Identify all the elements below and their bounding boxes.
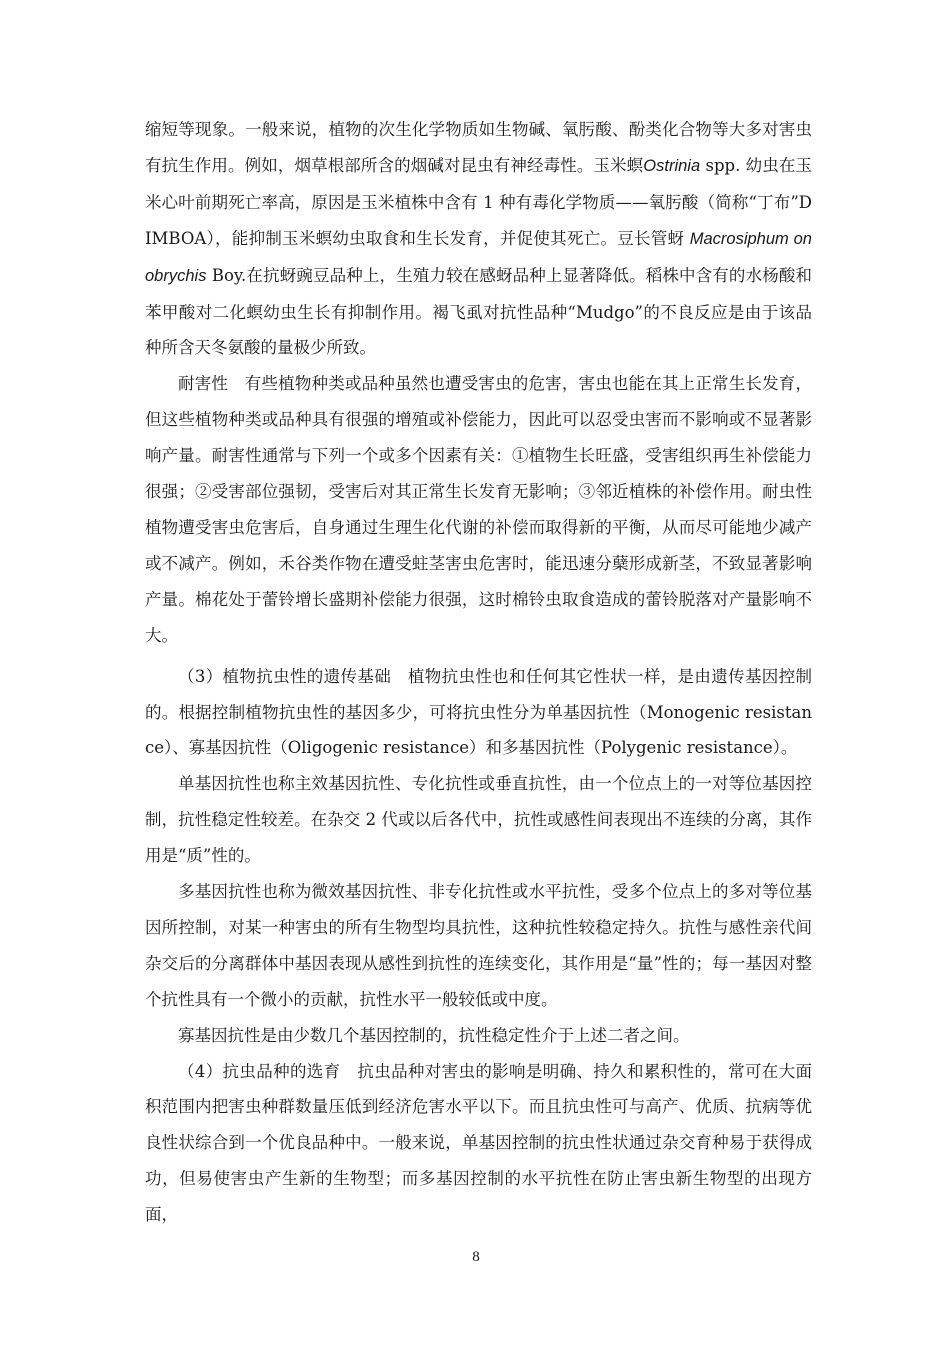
species-name: Macrosiphum onobrychis — [145, 229, 812, 285]
paragraph-text: Boy.在抗蚜豌豆品种上，生殖力较在感蚜品种上显著降低。稻株中含有的水杨酸和苯甲酸对二化螟幼虫生长有抑制作用。褐飞虱对抗性品种“Mudgo”的不良反应是由于该品种所含天冬氨酸的量极少所致。 — [145, 265, 812, 358]
paragraph-antibiosis-continued — [145, 112, 812, 366]
page-number: 8 — [472, 1249, 480, 1265]
paragraph-genetic-basis: （3）植物抗虫性的遗传基础 植物抗虫性也和任何其它性状一样，是由遗传基因控制的。根据控制植物抗虫性的基因多少，可将抗虫性分为单基因抗性（Monogenic resistance）、寡基因抗性（Oligogenic resistance）和多基因抗性（Polygenic resistance）。 — [145, 666, 812, 758]
body-text — [145, 112, 812, 1233]
paragraph-monogenic: 单基因抗性也称主效基因抗性、专化抗性或垂直抗性，由一个位点上的一对等位基因控制，抗性稳定性较差。在杂交 2 代或以后各代中，抗性或感性间表现出不连续的分离，其作用是“质”性的。 — [145, 774, 812, 866]
paragraph-breeding: （4）抗虫品种的选育 抗虫品种对害虫的影响是明确、持久和累积性的，常可在大面积范围内把害虫种群数量压低到经济危害水平以下。而且抗虫性可与高产、优质、抗病等优良性状综合到一个优良品种中。一般来说，单基因控制的抗虫性状通过杂交育种易于获得成功，但易使害虫产生新的生物型；而多基因控制的水平抗性在防止害虫新生物型的出现方面， — [145, 1061, 812, 1225]
paragraph-tolerance: 耐害性 有些植物种类或品种虽然也遭受害虫的危害，害虫也能在其上正常生长发育，但这些植物种类或品种具有很强的增殖或补偿能力，因此可以忍受虫害而不影响或不显著影响产量。耐害性通常与下列一个或多个因素有关：①植物生长旺盛，受害组织再生补偿能力很强；②受害部位强韧，受害后对其正常生长发育无影响；③邻近植株的补偿作用。耐虫性植物遭受害虫危害后，自身通过生理生化代谢的补偿而取得新的平衡，从而尽可能地少减产或不减产。例如，禾谷类作物在遭受蛀茎害虫危害时，能迅速分蘖形成新茎，不致显著影响产量。棉花处于蕾铃增长盛期补偿能力很强，这时棉铃虫取食造成的蕾铃脱落对产量影响不大。 — [145, 374, 812, 645]
paragraph-text: 缩短等现象。一般来说，植物的次生化学物质如生物碱、氧肟酸、酚类化合物等大多对害虫有抗生作用。例如，烟草根部所含的烟碱对昆虫有神经毒性。玉米螟 — [145, 120, 812, 175]
paragraph-oligogenic: 寡基因抗性是由少数几个基因控制的，抗性稳定性介于上述二者之间。 — [178, 1025, 690, 1045]
paragraph-polygenic: 多基因抗性也称为微效基因抗性、非专化抗性或水平抗性，受多个位点上的多对等位基因所控制，对某一种害虫的所有生物型均具抗性，这种抗性较稳定持久。抗性与感性亲代间杂交后的分离群体中基因表现从感性到抗性的连续变化，其作用是“量”性的；每一基因对整个抗性具有一个微小的贡献，抗性水平一般较低或中度。 — [145, 882, 812, 1009]
paragraph-text: spp. 幼虫在玉米心叶前期死亡率高，原因是玉米植株中含有 1 种有毒化学物质——氧肟酸（简称“丁布”DIMBOA），能抑制玉米螟幼虫取食和生长发育，并促使其死亡。豆长管蚜 — [145, 155, 813, 248]
species-name: Ostrinia — [643, 156, 701, 175]
